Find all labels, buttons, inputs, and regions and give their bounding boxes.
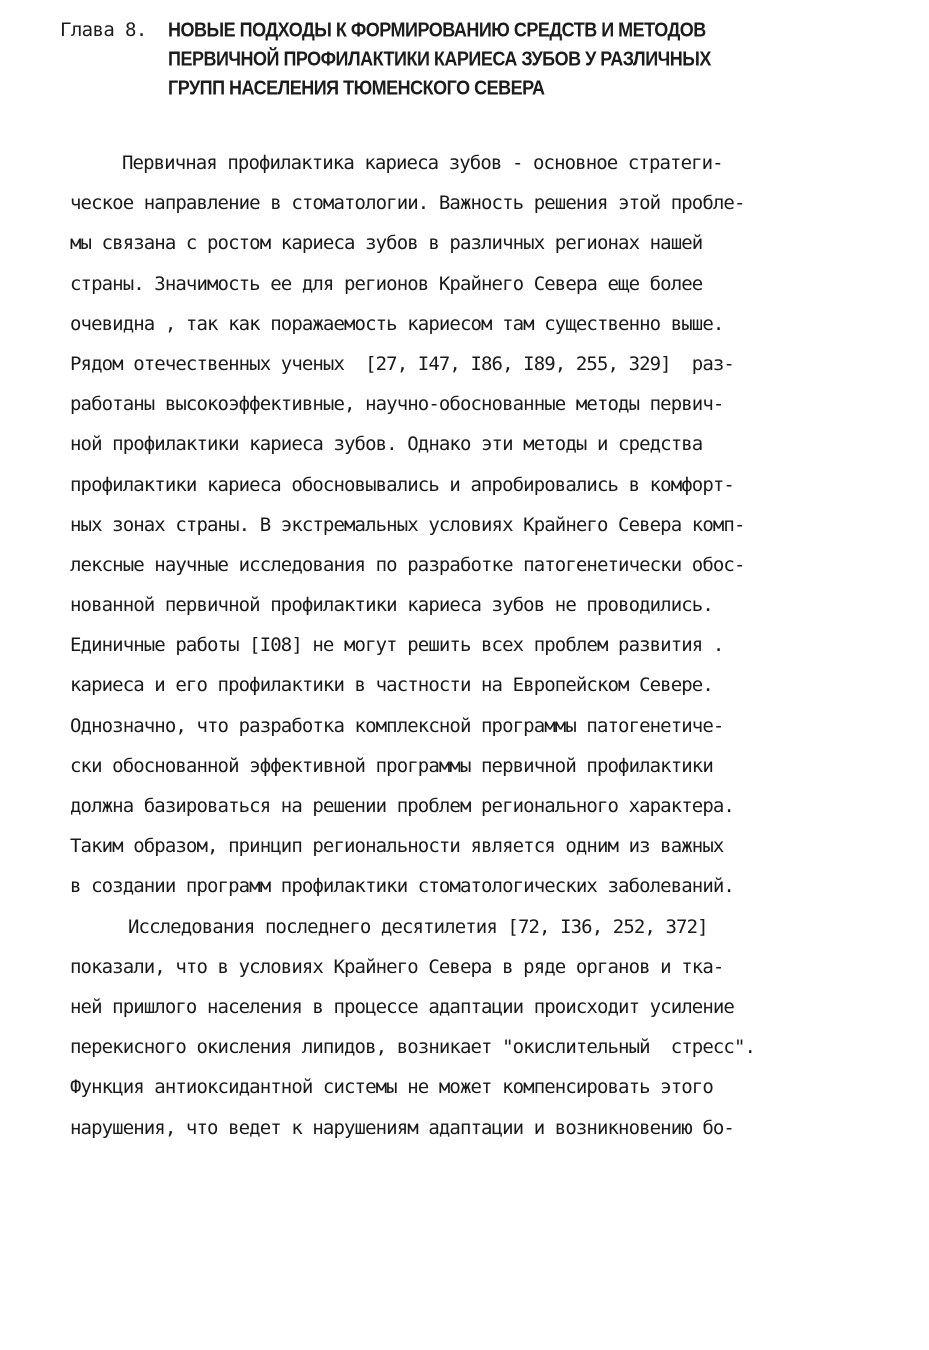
text-line: нарушения, что ведет к нарушениям адаптации и возникновению бо- (70, 1116, 734, 1139)
paragraph-1 (70, 143, 755, 907)
text-line: нованной первичной профилактики кариеса зубов не проводились. (70, 594, 713, 617)
text-line: очевидна , так как поражаемость кариесом там существенно выше. (70, 312, 724, 335)
chapter-heading (60, 16, 711, 103)
text-line: Рядом отечественных ученых [27, I47, I86, I89, 255, 329] раз- (70, 352, 734, 375)
text-line: лексные научные исследования по разработке патогенетически обос- (70, 553, 745, 576)
chapter-heading-line-2 (60, 45, 711, 74)
text-line: ски обоснованной эффективной программы первичной профилактики (70, 754, 713, 777)
text-line: профилактики кариеса обосновывались и апробировались в комфорт- (70, 473, 734, 496)
text-line: кариеса и его профилактики в частности на Европейском Севере. (70, 674, 713, 697)
paragraph-2 (70, 907, 755, 1148)
text-line: ной профилактики кариеса зубов. Однако эти методы и средства (70, 433, 703, 456)
text-line: Первичная профилактика кариеса зубов - основное стратеги- (122, 152, 723, 174)
body-text (70, 143, 755, 1148)
text-line: Таким образом, принцип региональности является одним из важных (70, 835, 724, 858)
text-line: Единичные работы [I08] не могут решить всех проблем развития . (70, 634, 724, 657)
text-line: показали, что в условиях Крайнего Севера в ряде органов и тка- (70, 955, 724, 978)
text-line: в создании программ профилактики стоматологических заболеваний. (70, 875, 734, 898)
text-line: ных зонах страны. В экстремальных условиях Крайнего Севера комп- (70, 513, 745, 536)
chapter-title-line: ПЕРВИЧНОЙ ПРОФИЛАКТИКИ КАРИЕСА ЗУБОВ У РАЗЛИЧНЫХ (168, 47, 711, 71)
chapter-heading-line-1 (60, 16, 711, 45)
text-line: Функция антиоксидантной системы не может компенсировать этого (70, 1076, 713, 1099)
chapter-number: Глава 8. (60, 19, 147, 41)
text-line: работаны высокоэффективные, научно-обоснованные методы первич- (70, 393, 724, 416)
text-line: Однозначно, что разработка комплексной программы патогенетиче- (70, 714, 724, 737)
text-line: мы связана с ростом кариеса зубов в различных регионах нашей (70, 232, 703, 255)
text-line: страны. Значимость ее для регионов Крайнего Севера еще более (70, 272, 703, 295)
text-line: перекисного окисления липидов, возникает "окислительный стресс". (70, 1036, 756, 1059)
chapter-heading-line-3 (60, 74, 711, 103)
text-line: Исследования последнего десятилетия [72, I36, 252, 372] (128, 915, 708, 938)
text-line: должна базироваться на решении проблем регионального характера. (70, 795, 734, 817)
chapter-title-line: ГРУПП НАСЕЛЕНИЯ ТЮМЕНСКОГО СЕВЕРА (168, 76, 545, 100)
chapter-title-line: НОВЫЕ ПОДХОДЫ К ФОРМИРОВАНИЮ СРЕДСТВ И МЕТОДОВ (168, 18, 706, 42)
text-line: ческое направление в стоматологии. Важность решения этой пробле- (70, 192, 745, 215)
text-line: ней пришлого населения в процессе адаптации происходит усиление (70, 995, 734, 1018)
